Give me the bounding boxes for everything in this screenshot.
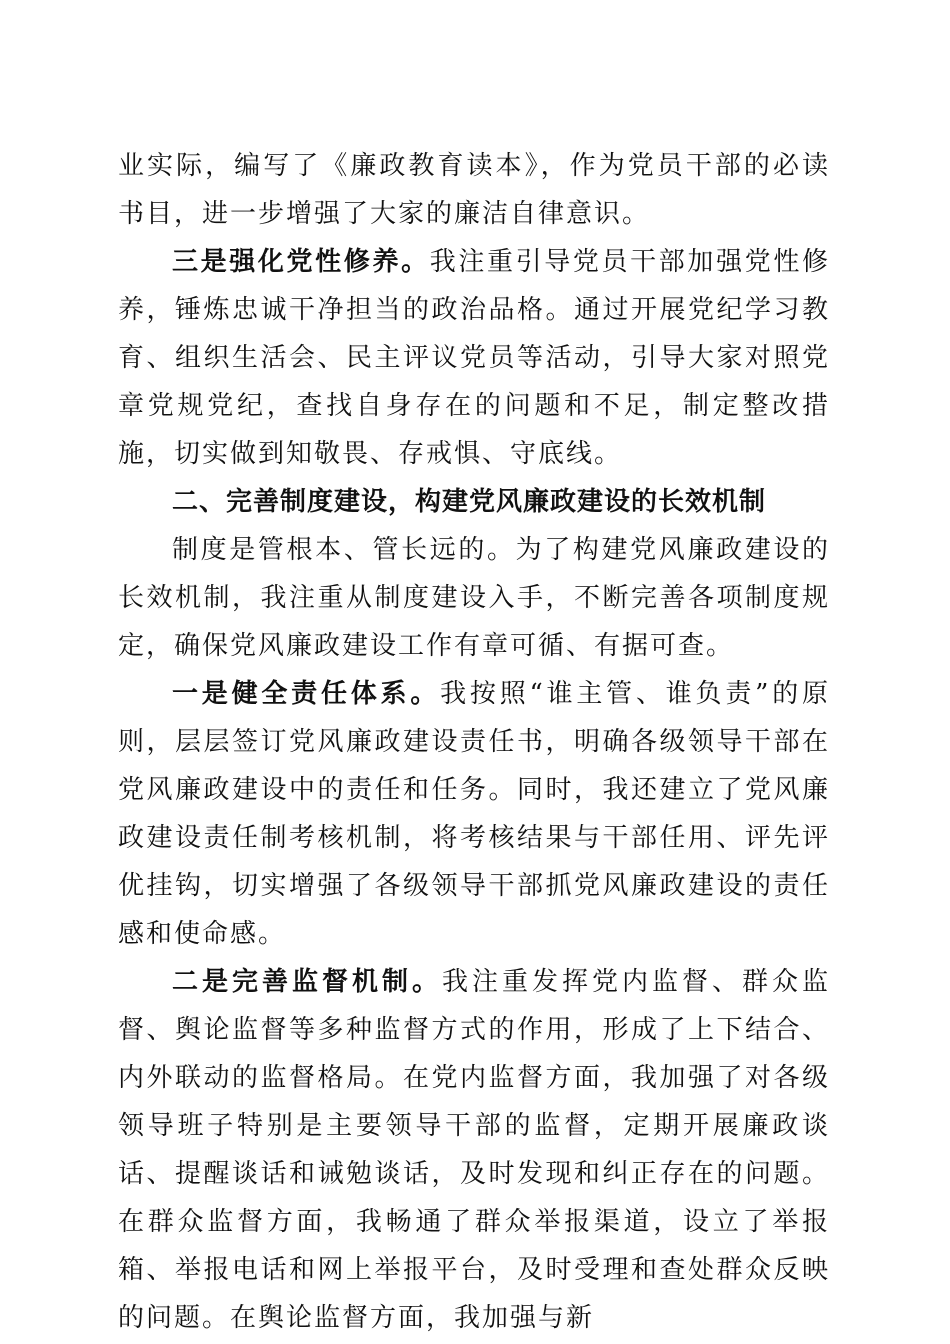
paragraph-text: 我按照“谁主管、谁负责”的原则，层层签订党风廉政建设责任书，明确各级领导干部在党风廉政建设中的责任和任务。同时，我还建立了党风廉政建设责任制考核机制，将考核结果与干部任用、评先评优挂钩，切实增强了各级领导干部抓党风廉政建设的责任感和使命感。	[118, 679, 830, 949]
paragraph-text: 业实际，编写了《廉政教育读本》，作为党员干部的必读书目，进一步增强了大家的廉洁自律意识。	[118, 151, 830, 229]
paragraph-supervision-mechanism	[118, 958, 830, 1342]
section-heading: 二、完善制度建设，构建党风廉政建设的长效机制	[172, 487, 767, 517]
paragraph-lead: 三是强化党性修养。	[172, 247, 430, 277]
paragraph-continuation	[118, 142, 830, 238]
paragraph-text: 我注重发挥党内监督、群众监督、舆论监督等多种监督方式的作用，形成了上下结合、内外联动的监督格局。在党内监督方面，我加强了对各级领导班子特别是主要领导干部的监督，定期开展廉政谈话、提醒谈话和诫勉谈话，及时发现和纠正存在的问题。在群众监督方面，我畅通了群众举报渠道，设立了举报箱、举报电话和网上举报平台，及时受理和查处群众反映的问题。在舆论监督方面，我加强与新	[118, 967, 830, 1333]
paragraph-text: 我注重引导党员干部加强党性修养，锤炼忠诚干净担当的政治品格。通过开展党纪学习教育、组织生活会、民主评议党员等活动，引导大家对照党章党规党纪，查找自身存在的问题和不足，制定整改措施，切实做到知敬畏、存戒惧、守底线。	[118, 247, 830, 469]
paragraph-lead: 二是完善监督机制。	[172, 967, 442, 997]
paragraph-text: 制度是管根本、管长远的。为了构建党风廉政建设的长效机制，我注重从制度建设入手，不断完善各项制度规定，确保党风廉政建设工作有章可循、有据可查。	[118, 535, 830, 661]
document-body	[118, 142, 830, 1342]
paragraph-responsibility-system	[118, 670, 830, 958]
paragraph-strengthen-party-spirit	[118, 238, 830, 478]
paragraph-system-intro	[118, 526, 830, 670]
paragraph-lead: 一是健全责任体系。	[172, 679, 441, 709]
